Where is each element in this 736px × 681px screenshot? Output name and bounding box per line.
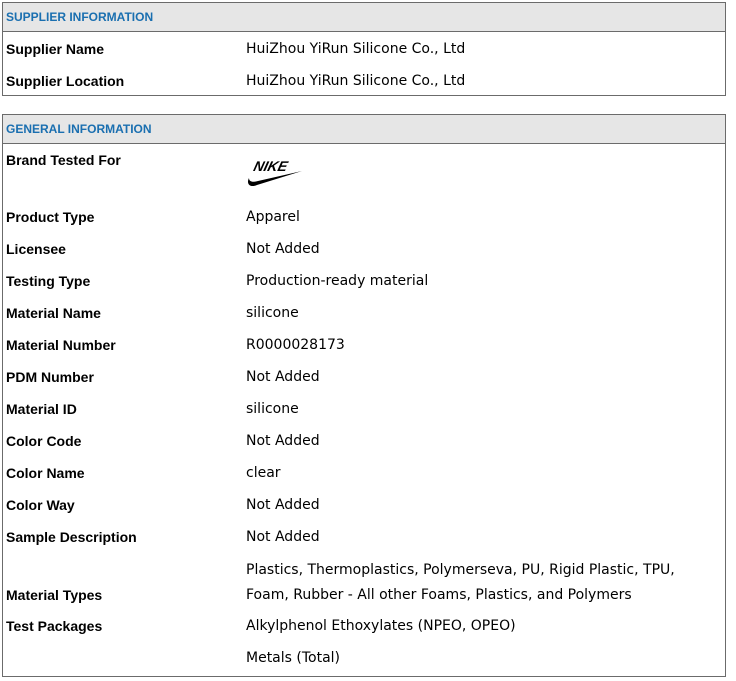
nike-logo: [245, 158, 303, 188]
pdm-number-row: [3, 360, 725, 392]
test-packages-row-continued: [3, 641, 725, 673]
testing-type-label: Testing Type: [6, 273, 91, 289]
supplier-location-value: HuiZhou YiRun Silicone Co., Ltd: [246, 73, 466, 89]
sample-description-label: Sample Description: [6, 529, 137, 545]
color-name-value: clear: [246, 465, 281, 481]
material-id-value: silicone: [246, 401, 299, 417]
color-way-row: [3, 488, 725, 520]
color-way-label: Color Way: [6, 497, 75, 513]
color-name-label: Color Name: [6, 465, 85, 481]
sample-description-row: [3, 520, 725, 552]
product-type-label: Product Type: [6, 209, 95, 225]
material-name-label: Material Name: [6, 305, 101, 321]
color-code-value: Not Added: [246, 433, 320, 449]
supplier-name-row: [3, 32, 725, 64]
material-number-value: R0000028173: [246, 337, 345, 353]
test-package-item: Metals (Total): [246, 650, 341, 666]
pdm-number-label: PDM Number: [6, 369, 94, 385]
material-name-row: [3, 296, 725, 328]
color-code-label: Color Code: [6, 433, 82, 449]
testing-type-row: [3, 264, 725, 296]
test-packages-row: [3, 609, 725, 641]
color-name-row: [3, 456, 725, 488]
general-information-section: [2, 114, 726, 677]
nike-logo-wordmark: NIKE: [251, 159, 290, 175]
product-type-value: Apparel: [246, 209, 300, 225]
material-types-row: [3, 552, 725, 609]
sample-description-value: Not Added: [246, 529, 320, 545]
supplier-information-section: [2, 2, 726, 96]
test-package-item: Alkylphenol Ethoxylates (NPEO, OPEO): [246, 618, 516, 634]
supplier-name-label: Supplier Name: [6, 41, 105, 57]
material-types-value: Plastics, Thermoplastics, Polymerseva, PU, Rigid Plastic, TPU, Foam, Rubber - All other Foams, Plastics, and Polymers: [246, 562, 675, 603]
general-information-header: GENERAL INFORMATION: [3, 115, 725, 144]
supplier-location-label: Supplier Location: [6, 73, 125, 89]
material-id-label: Material ID: [6, 401, 77, 417]
color-way-value: Not Added: [246, 497, 320, 513]
test-packages-label: Test Packages: [6, 618, 103, 634]
material-types-label: Material Types: [6, 587, 103, 603]
licensee-value: Not Added: [246, 241, 320, 257]
material-number-row: [3, 328, 725, 360]
brand-tested-for-label: Brand Tested For: [6, 152, 121, 168]
supplier-information-header: SUPPLIER INFORMATION: [3, 3, 725, 32]
supplier-name-value: HuiZhou YiRun Silicone Co., Ltd: [246, 41, 466, 57]
licensee-row: [3, 232, 725, 264]
color-code-row: [3, 424, 725, 456]
material-id-row: [3, 392, 725, 424]
material-number-label: Material Number: [6, 337, 116, 353]
supplier-location-row: [3, 64, 725, 96]
testing-type-value: Production-ready material: [246, 273, 429, 289]
product-type-row: [3, 200, 725, 232]
material-name-value: silicone: [246, 305, 299, 321]
licensee-label: Licensee: [6, 241, 66, 257]
brand-tested-for-row: [3, 144, 725, 200]
pdm-number-value: Not Added: [246, 369, 320, 385]
